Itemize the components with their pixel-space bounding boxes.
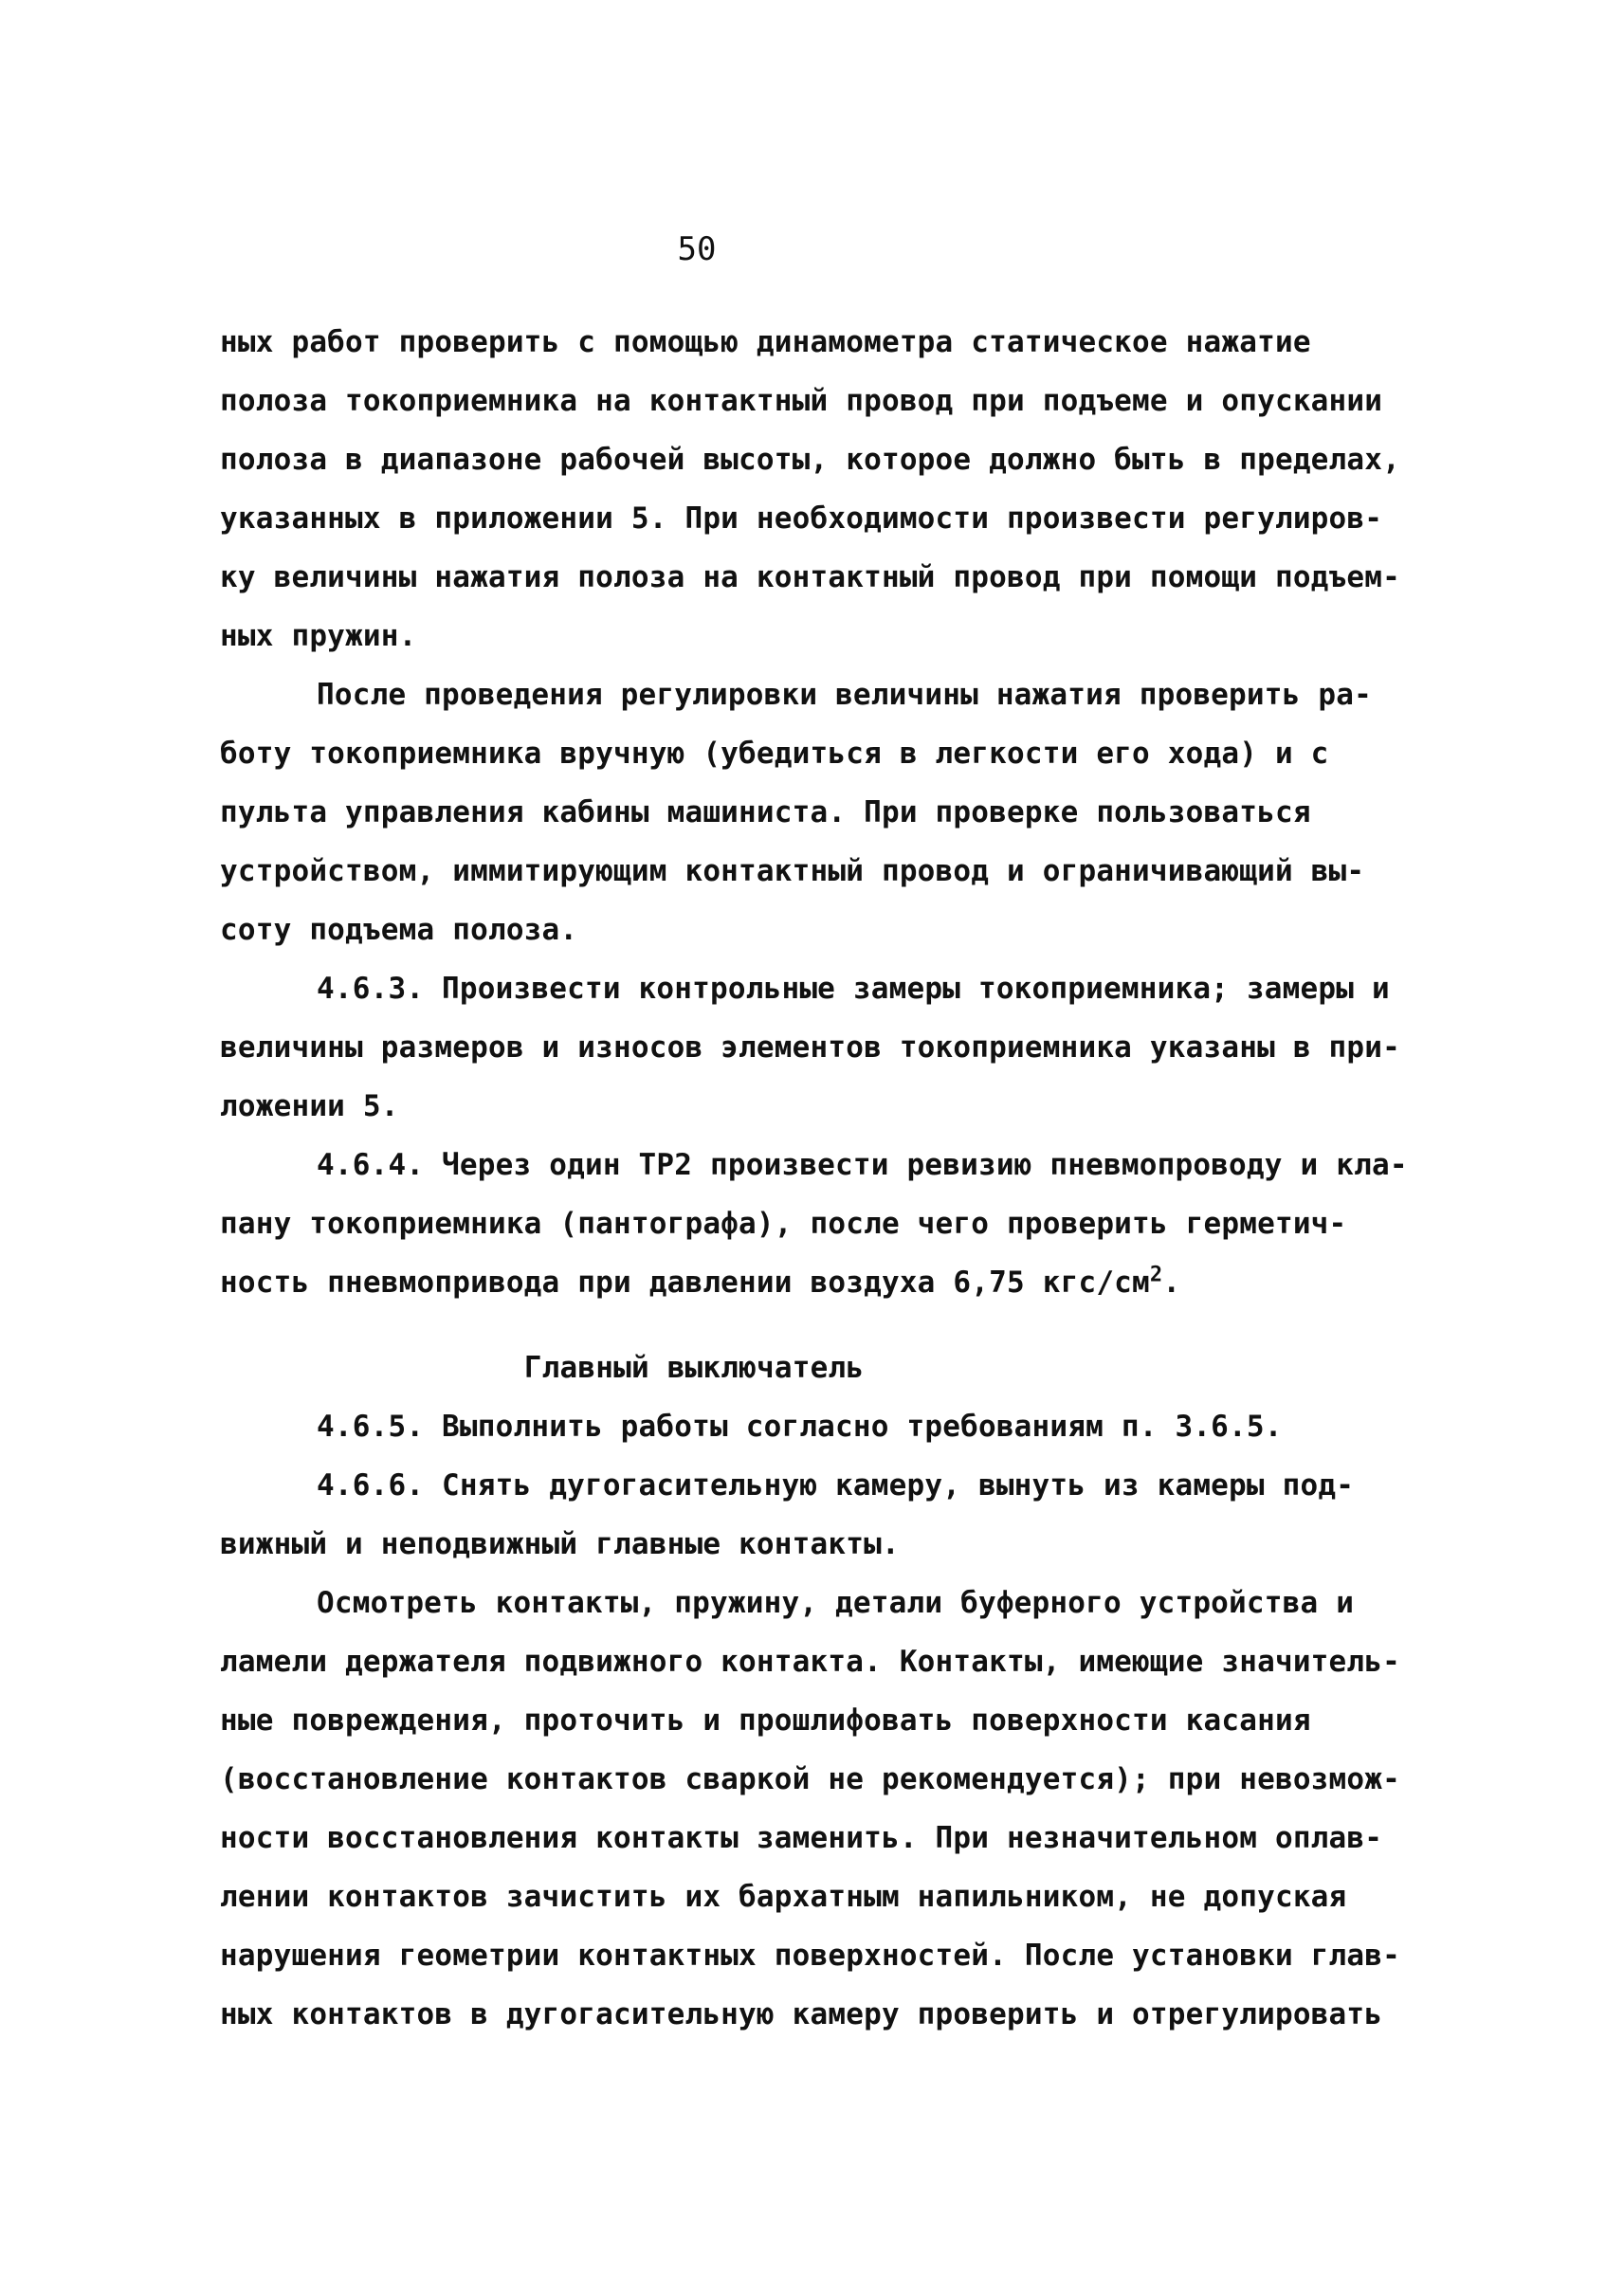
text-line: соту подъема полоза. <box>220 913 578 947</box>
text-line: нарушения геометрии контактных поверхностей. После установки глав- <box>220 1939 1400 1973</box>
text-line-with-superscript <box>220 1253 1443 1312</box>
clause-4-6-5: 4.6.5. Выполнить работы согласно требованиям п. 3.6.5. <box>317 1410 1283 1444</box>
text-line: устройством, иммитирующим контактный провод и ограничивающий вы- <box>220 854 1365 888</box>
text-line: пульта управления кабины машиниста. При проверке пользоваться <box>220 795 1311 829</box>
paragraph-start: После проведения регулировки величины нажатия проверить ра- <box>317 678 1372 712</box>
clause-4-6-4: 4.6.4. Через один ТР2 произвести ревизию пневмопроводу и кла- <box>317 1148 1408 1182</box>
text-line: лении контактов зачистить их бархатным напильником, не допуская <box>220 1880 1347 1914</box>
text-line: ные повреждения, проточить и прошлифовать поверхности касания <box>220 1703 1311 1738</box>
terminal-period: . <box>1162 1266 1181 1300</box>
text-line: боту токоприемника вручную (убедиться в легкости его хода) и с <box>220 737 1329 771</box>
text-line: величины размеров и износов элементов токоприемника указаны в при- <box>220 1030 1400 1065</box>
body-text <box>220 313 1443 2044</box>
superscript: 2 <box>1149 1263 1163 1287</box>
text-line: ламели держателя подвижного контакта. Контакты, имеющие значитель- <box>220 1645 1400 1679</box>
text-line: ных работ проверить с помощью динамометра статическое нажатие <box>220 325 1311 359</box>
text-line: ных контактов в дугогасительную камеру проверить и отрегулировать <box>220 1997 1383 2031</box>
text-line: полоза токоприемника на контактный провод при подъеме и опускании <box>220 384 1383 418</box>
text-line: ку величины нажатия полоза на контактный провод при помощи подъем- <box>220 560 1400 594</box>
text-line-body: ность пневмопривода при давлении воздуха 6,75 кгс/см <box>220 1266 1150 1300</box>
text-line: ложении 5. <box>220 1089 399 1123</box>
clause-4-6-6: 4.6.6. Снять дугогасительную камеру, вынуть из камеры под- <box>317 1468 1355 1503</box>
text-line: указанных в приложении 5. При необходимости произвести регулиров- <box>220 501 1383 536</box>
text-line: ных пружин. <box>220 619 417 653</box>
text-line: пану токоприемника (пантографа), после чего проверить герметич- <box>220 1207 1347 1241</box>
paragraph-start: Осмотреть контакты, пружину, детали буферного устройства и <box>317 1586 1355 1620</box>
clause-4-6-3: 4.6.3. Произвести контрольные замеры токоприемника; замеры и <box>317 972 1390 1006</box>
page-number: 50 <box>677 230 717 268</box>
text-line: ности восстановления контакты заменить. При незначительном оплав- <box>220 1821 1383 1855</box>
text-line: вижный и неподвижный главные контакты. <box>220 1527 900 1561</box>
text-line: (восстановление контактов сваркой не рекомендуется); при невозмож- <box>220 1762 1400 1796</box>
section-heading: Главный выключатель <box>523 1351 865 1385</box>
text-line: полоза в диапазоне рабочей высоты, которое должно быть в пределах, <box>220 443 1400 477</box>
